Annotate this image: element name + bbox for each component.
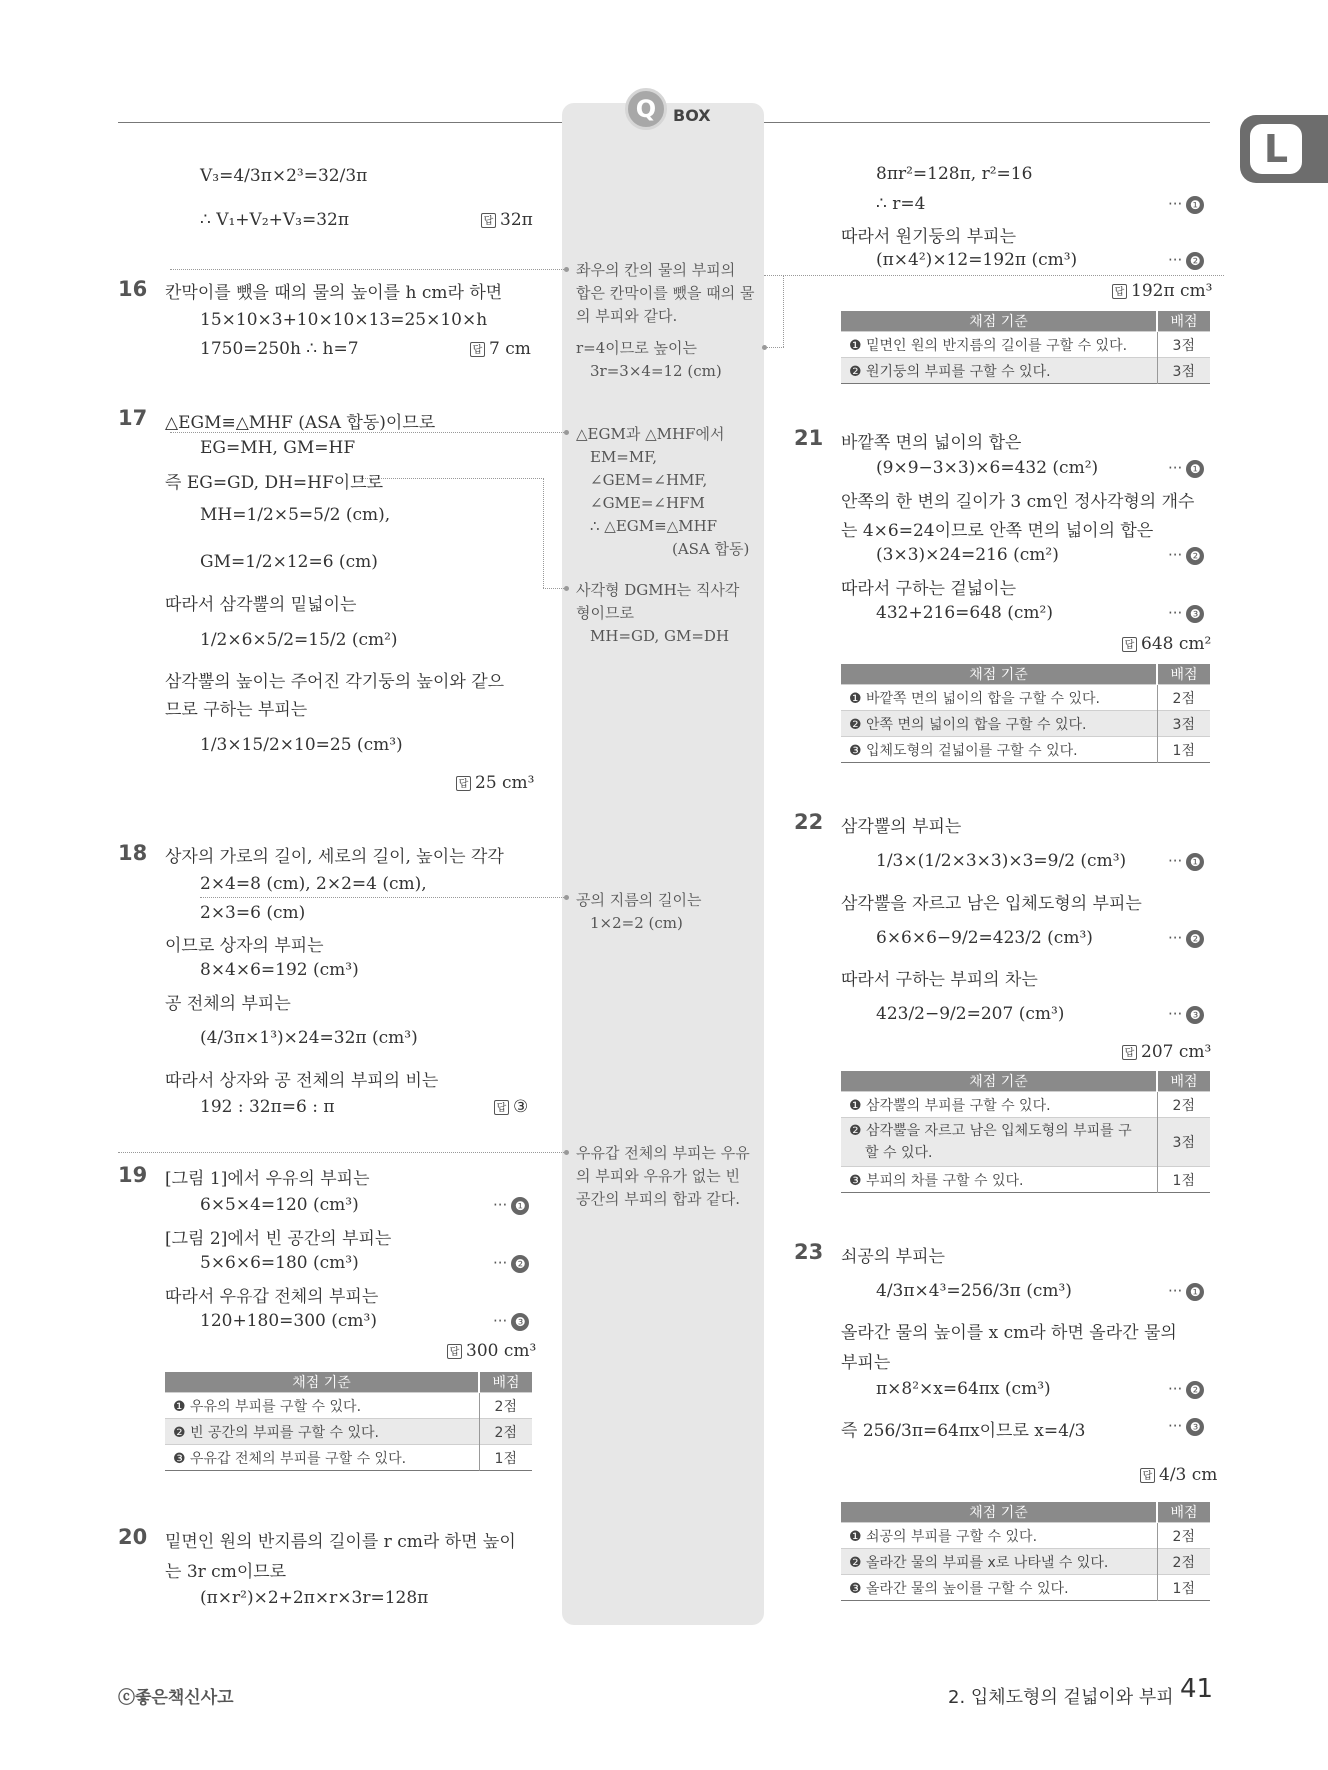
answer — [1122, 634, 1211, 654]
step-marker: ··· ❸ — [493, 1312, 529, 1331]
solution-line: 는 4×6=24이므로 안쪽 면의 넓이의 합은 — [841, 521, 1154, 541]
question-number: 18 — [118, 841, 148, 865]
solution-line: 밑면인 원의 반지름의 길이를 r cm라 하면 높이 — [165, 1532, 516, 1552]
table-cell: 3점 — [1157, 358, 1210, 384]
table-cell: ❸ 부피의 차를 구할 수 있다. — [841, 1167, 1157, 1193]
answer-value: 7 cm — [489, 339, 531, 359]
connector-line — [118, 1152, 566, 1153]
solution-line: 따라서 구하는 겉넓이는 — [841, 579, 1017, 599]
table-cell: 3점 — [1157, 1118, 1210, 1167]
answer — [494, 1097, 528, 1117]
step-marker: ··· ❷ — [493, 1254, 529, 1273]
answer — [447, 1341, 536, 1361]
solution-line: 6×6×6−9/2=423/2 (cm³) — [876, 928, 1093, 948]
table-cell: ❶ 삼각뿔의 부피를 구할 수 있다. — [841, 1092, 1157, 1118]
solution-line: MH=1/2×5=5/2 (cm), — [200, 505, 391, 525]
scoring-table — [841, 311, 1210, 384]
step-marker: ··· ❶ — [493, 1196, 529, 1215]
connector-dot — [564, 430, 569, 435]
table-header: 배점 — [1157, 1071, 1210, 1092]
answer-icon: 답 — [1122, 637, 1137, 652]
qbox-note: △EGM과 △MHF에서 EM=MF, ∠GEM=∠HMF, ∠GME=∠HFM ∴ △EGM≡△MHF (ASA 합동) — [576, 425, 750, 558]
top-rule-left — [118, 122, 562, 123]
connector-line — [200, 897, 566, 898]
step-marker: ··· ❸ — [1168, 604, 1204, 623]
connector-line — [543, 588, 566, 589]
step-marker: ··· ❸ — [1168, 1417, 1204, 1436]
table-header: 채점 기준 — [841, 1502, 1157, 1523]
connector-line — [170, 432, 566, 433]
connector-dot — [564, 586, 569, 591]
solution-line: 삼각뿔의 부피는 — [841, 817, 962, 837]
page-number: 41 — [1180, 1674, 1214, 1704]
solution-line: 올라간 물의 높이를 x cm라 하면 올라간 물의 — [841, 1323, 1177, 1343]
answer-icon: 답 — [494, 1100, 509, 1115]
answer — [470, 339, 531, 359]
solution-line: 192 : 32π=6 : π — [200, 1097, 335, 1117]
solution-line: [그림 2]에서 빈 공간의 부피는 — [165, 1229, 392, 1249]
answer-icon: 답 — [1140, 1468, 1155, 1483]
table-cell: 1점 — [1157, 1575, 1210, 1601]
qbox-q-icon: Q — [625, 88, 667, 130]
solution-line: 4/3π×4³=256/3π (cm³) — [876, 1281, 1072, 1301]
table-cell: 1점 — [1157, 737, 1210, 763]
step-marker: ··· ❸ — [1168, 1005, 1204, 1024]
scoring-table — [841, 1502, 1210, 1601]
step-marker: ··· ❷ — [1168, 929, 1204, 948]
solution-line: (4/3π×1³)×24=32π (cm³) — [200, 1028, 418, 1048]
table-cell: ❷ 안쪽 면의 넓이의 합을 구할 수 있다. — [841, 711, 1157, 737]
solution-line: 15×10×3+10×10×13=25×10×h — [200, 310, 488, 330]
solution-line: 이므로 상자의 부피는 — [165, 936, 324, 956]
table-cell: 2점 — [1157, 1092, 1210, 1118]
answer-icon: 답 — [447, 1344, 462, 1359]
solution-line: 따라서 원기둥의 부피는 — [841, 227, 1017, 247]
question-number: 21 — [794, 426, 824, 450]
solution-line: 120+180=300 (cm³) — [200, 1311, 377, 1331]
answer-value: 300 cm³ — [466, 1341, 537, 1361]
solution-line: 2×4=8 (cm), 2×2=4 (cm), — [200, 874, 427, 894]
connector-line — [764, 275, 1224, 276]
solution-line: △EGM≡△MHF (ASA 합동)이므로 — [165, 413, 436, 433]
publisher-logo: ⓒ좋은책신사고 — [118, 1688, 234, 1708]
question-number: 22 — [794, 810, 824, 834]
connector-dot — [564, 267, 569, 272]
solution-line: 부피는 — [841, 1353, 891, 1373]
table-cell: ❷ 원기둥의 부피를 구할 수 있다. — [841, 358, 1157, 384]
table-cell: ❷ 삼각뿔을 자르고 남은 입체도형의 부피를 구 할 수 있다. — [841, 1118, 1157, 1167]
table-cell: 2점 — [1157, 1523, 1210, 1549]
solution-line: V₃=4/3π×2³=32/3π — [200, 166, 368, 186]
scoring-table — [841, 664, 1210, 763]
solution-line: 1/2×6×5/2=15/2 (cm²) — [200, 630, 398, 650]
solution-line: 바깥쪽 면의 넓이의 합은 — [841, 433, 1022, 453]
scoring-table — [165, 1372, 532, 1471]
step-marker: ··· ❷ — [1168, 251, 1204, 270]
table-cell: ❶ 우유의 부피를 구할 수 있다. — [165, 1393, 479, 1419]
table-header: 배점 — [1157, 1502, 1210, 1523]
answer-icon: 답 — [456, 776, 471, 791]
solution-line: 쇠공의 부피는 — [841, 1247, 945, 1267]
table-cell: ❸ 우유갑 전체의 부피를 구할 수 있다. — [165, 1445, 479, 1471]
solution-line: 8×4×6=192 (cm³) — [200, 960, 359, 980]
chapter-title: 2. 입체도형의 겉넓이와 부피 — [948, 1687, 1174, 1708]
solution-line: 따라서 구하는 부피의 차는 — [841, 970, 1038, 990]
qbox-note: 공의 지름의 길이는 1×2=2 (cm) — [576, 891, 702, 932]
table-cell: ❸ 입체도형의 겉넓이를 구할 수 있다. — [841, 737, 1157, 763]
answer-value: 207 cm³ — [1141, 1042, 1212, 1062]
table-cell: 3점 — [1157, 332, 1210, 358]
solution-line: ∴ V₁+V₂+V₃=32π — [200, 210, 350, 230]
qbox-label: BOX — [673, 106, 711, 125]
solution-line: 6×5×4=120 (cm³) — [200, 1195, 359, 1215]
question-number: 23 — [794, 1240, 824, 1264]
step-marker: ··· ❶ — [1168, 1282, 1204, 1301]
table-header: 배점 — [1157, 311, 1210, 332]
step-marker: ··· ❶ — [1168, 852, 1204, 871]
answer — [1122, 1042, 1211, 1062]
scoring-table — [841, 1071, 1210, 1193]
solution-line: 따라서 삼각뿔의 밑넓이는 — [165, 595, 357, 615]
question-number: 17 — [118, 406, 148, 430]
solution-line: 는 3r cm이므로 — [165, 1562, 287, 1582]
table-cell: ❶ 바깥쪽 면의 넓이의 합을 구할 수 있다. — [841, 685, 1157, 711]
connector-dot — [762, 345, 767, 350]
connector-dot — [564, 895, 569, 900]
table-cell: 2점 — [1157, 1549, 1210, 1575]
answer-value: 32π — [500, 210, 533, 230]
question-number: 16 — [118, 277, 148, 301]
table-cell: ❷ 올라간 물의 부피를 x로 나타낼 수 있다. — [841, 1549, 1157, 1575]
table-header: 채점 기준 — [841, 664, 1157, 685]
top-rule-right — [764, 122, 1210, 123]
solution-line: 삼각뿔을 자르고 남은 입체도형의 부피는 — [841, 894, 1142, 914]
solution-line: 8πr²=128π, r²=16 — [876, 164, 1033, 184]
solution-line: 따라서 상자와 공 전체의 부피의 비는 — [165, 1071, 439, 1091]
solution-line: (3×3)×24=216 (cm²) — [876, 545, 1059, 565]
solution-line: 5×6×6=180 (cm³) — [200, 1253, 359, 1273]
table-cell: 3점 — [1157, 711, 1210, 737]
solution-line: π×8²×x=64πx (cm³) — [876, 1379, 1051, 1399]
connector-line — [170, 269, 566, 270]
solution-line: GM=1/2×12=6 (cm) — [200, 552, 378, 572]
solution-line: 즉 256/3π=64πx이므로 x=4/3 — [841, 1421, 1086, 1441]
answer-value: 648 cm² — [1141, 634, 1212, 654]
solution-line: (9×9−3×3)×6=432 (cm²) — [876, 458, 1099, 478]
table-cell: 1점 — [479, 1445, 532, 1471]
answer-icon: 답 — [1122, 1045, 1137, 1060]
answer-value: 192π cm³ — [1131, 281, 1213, 301]
solution-line: [그림 1]에서 우유의 부피는 — [165, 1169, 370, 1189]
table-cell: 2점 — [479, 1393, 532, 1419]
solution-line: 1/3×(1/2×3×3)×3=9/2 (cm³) — [876, 851, 1127, 871]
qbox-note: 우유갑 전체의 부피는 우유 의 부피와 우유가 없는 빈 공간의 부피의 합과 같다. — [576, 1144, 750, 1208]
step-marker: ··· ❷ — [1168, 546, 1204, 565]
connector-line — [764, 347, 784, 348]
answer-value: 4/3 cm — [1159, 1465, 1218, 1485]
solution-line: 2×3=6 (cm) — [200, 903, 306, 923]
answer-icon: 답 — [470, 342, 485, 357]
solution-line: 므로 구하는 부피는 — [165, 700, 308, 720]
solution-line: 안쪽의 한 변의 길이가 3 cm인 정사각형의 개수 — [841, 492, 1195, 512]
table-header: 배점 — [479, 1372, 532, 1393]
table-cell: ❸ 올라간 물의 높이를 구할 수 있다. — [841, 1575, 1157, 1601]
solution-line: 공 전체의 부피는 — [165, 994, 291, 1014]
solution-line: ∴ r=4 — [876, 194, 926, 214]
solution-line: EG=MH, GM=HF — [200, 438, 356, 458]
solution-line: 1/3×15/2×10=25 (cm³) — [200, 735, 403, 755]
table-cell: 2점 — [479, 1419, 532, 1445]
answer-value: 25 cm³ — [475, 773, 535, 793]
answer — [1140, 1465, 1217, 1485]
table-cell: ❶ 밑면인 원의 반지름의 길이를 구할 수 있다. — [841, 332, 1157, 358]
solution-line: 423/2−9/2=207 (cm³) — [876, 1004, 1065, 1024]
qbox-note: r=4이므로 높이는 3r=3×4=12 (cm) — [576, 339, 722, 380]
solution-line: (π×r²)×2+2π×r×3r=128π — [200, 1588, 429, 1608]
step-marker: ··· ❷ — [1168, 1380, 1204, 1399]
step-marker: ··· ❶ — [1168, 195, 1204, 214]
answer-icon: 답 — [1112, 284, 1127, 299]
step-marker: ··· ❶ — [1168, 459, 1204, 478]
solution-line: 상자의 가로의 길이, 세로의 길이, 높이는 각각 — [165, 847, 504, 867]
answer-icon: 답 — [481, 213, 496, 228]
table-cell: 1점 — [1157, 1167, 1210, 1193]
table-cell: ❷ 빈 공간의 부피를 구할 수 있다. — [165, 1419, 479, 1445]
table-header: 채점 기준 — [165, 1372, 479, 1393]
table-header: 채점 기준 — [841, 311, 1157, 332]
connector-dot — [564, 1150, 569, 1155]
connector-line — [543, 478, 544, 588]
solution-line: 432+216=648 (cm²) — [876, 603, 1053, 623]
table-cell: 2점 — [1157, 685, 1210, 711]
solution-line: 칸막이를 뺐을 때의 물의 높이를 h cm라 하면 — [165, 283, 503, 303]
table-header: 채점 기준 — [841, 1071, 1157, 1092]
solution-line: (π×4²)×12=192π (cm³) — [876, 250, 1078, 270]
solution-line: 삼각뿔의 높이는 주어진 각기둥의 높이와 같으 — [165, 672, 505, 692]
answer-value: ③ — [513, 1097, 529, 1117]
connector-line — [360, 478, 544, 479]
connector-line — [783, 275, 784, 347]
solution-line: 1750=250h ∴ h=7 — [200, 339, 359, 359]
qbox-note: 사각형 DGMH는 직사각 형이므로 MH=GD, GM=DH — [576, 581, 740, 645]
question-number: 20 — [118, 1525, 148, 1549]
solution-line: 따라서 우유갑 전체의 부피는 — [165, 1287, 379, 1307]
answer — [481, 210, 533, 230]
solution-line: 즉 EG=GD, DH=HF이므로 — [165, 473, 384, 493]
table-cell: ❶ 쇠공의 부피를 구할 수 있다. — [841, 1523, 1157, 1549]
answer — [1112, 281, 1212, 301]
question-number: 19 — [118, 1163, 148, 1187]
qbox-column — [562, 103, 764, 1625]
qbox-note: 좌우의 칸의 물의 부피의 합은 칸막이를 뺐을 때의 물 의 부피와 같다. — [576, 261, 755, 325]
answer — [456, 773, 535, 793]
chapter-tab-letter: L — [1250, 124, 1302, 174]
table-header: 배점 — [1157, 664, 1210, 685]
